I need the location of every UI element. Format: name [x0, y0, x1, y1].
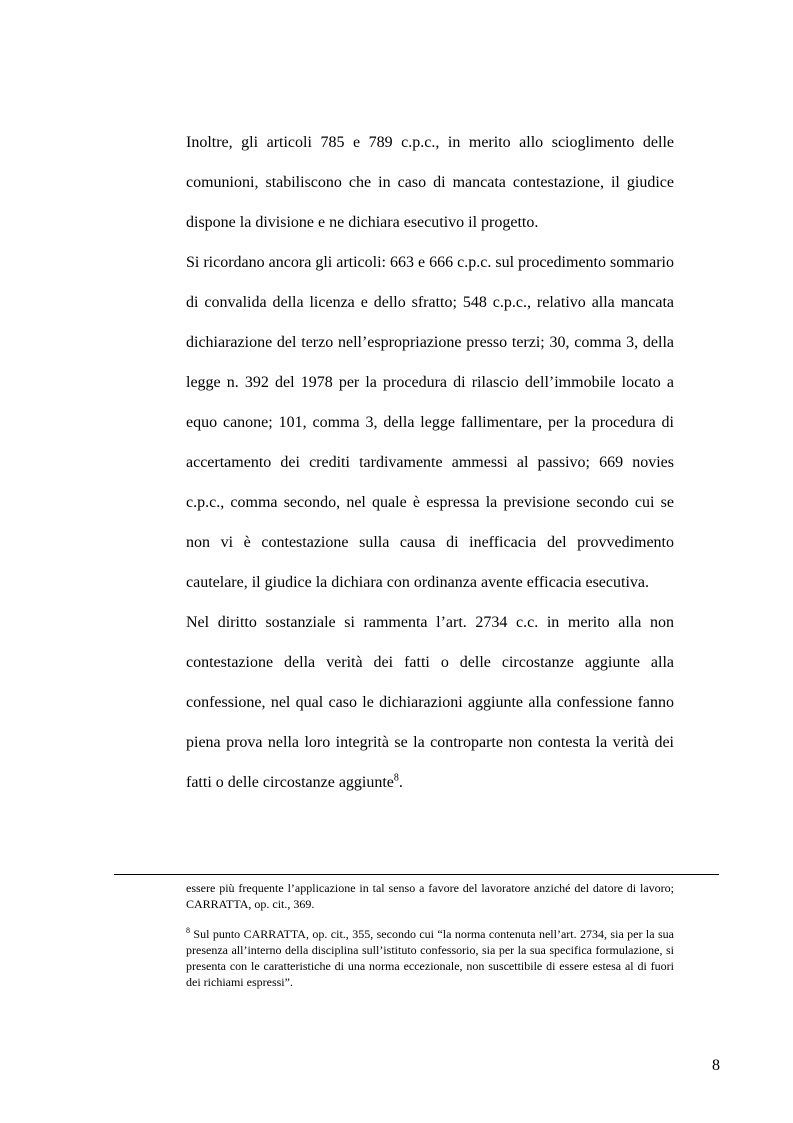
main-text [186, 123, 674, 803]
footnote-8 [186, 926, 674, 990]
footnote-reference-8[interactable]: 8 [393, 772, 399, 784]
paragraph-substantive-law [186, 603, 674, 803]
footnote-continued: essere più frequente l’applicazione in tal senso a favore del lavoratore anziché del datore di lavoro; CARRATTA, op. cit., 369. [186, 881, 674, 911]
page-number: 8 [712, 1057, 720, 1074]
paragraph-substantive-law-text: Nel diritto sostanziale si rammenta l’art. 2734 c.c. in merito alla non contestazione della verità dei fatti o delle circostanze aggiunte alla confessione, nel qual caso le dichiarazioni aggiunte alla confessione fanno piena prova nella loro integrità se la controparte non contesta la verità dei fatti o delle circostanze aggiunte [186, 614, 674, 791]
paragraph-other-articles: Si ricordano ancora gli articoli: 663 e 666 c.p.c. sul procedimento sommario di convalida della licenza e dello sfratto; 548 c.p.c., relativo alla mancata dichiarazione del terzo nell’espropriazione presso terzi; 30, comma 3, della legge n. 392 del 1978 per la procedura di rilascio dell’immobile locato a equo canone; 101, comma 3, della legge fallimentare, per la procedura di accertamento dei crediti tardivamente ammessi al passivo; 669 novies c.p.c., comma secondo, nel quale è espressa la previsione secondo cui se non vi è contestazione sulla causa di inefficacia del provvedimento cautelare, il giudice la dichiara con ordinanza avente efficacia esecutiva. [186, 254, 674, 591]
paragraph-articles-785-789: Inoltre, gli articoli 785 e 789 c.p.c., in merito allo scioglimento delle comunioni, stabiliscono che in caso di mancata contestazione, il giudice dispone la divisione e ne dichiara esecutivo il progetto. [186, 134, 674, 231]
footnotes [186, 880, 674, 990]
footnote-8-text: Sul punto CARRATTA, op. cit., 355, secondo cui “la norma contenuta nell’art. 2734, sia per la sua presenza all’interno della disciplina sull’istituto confessorio, sia per la sua specifica formulazione, si presenta con le caratteristiche di una norma eccezionale, non suscettibile di essere estesa al di fuori dei richiami espressi”. [186, 927, 674, 989]
footnote-8-number: 8 [186, 926, 190, 935]
footnote-separator [114, 874, 719, 875]
paragraph-final-punctuation: . [398, 774, 403, 791]
